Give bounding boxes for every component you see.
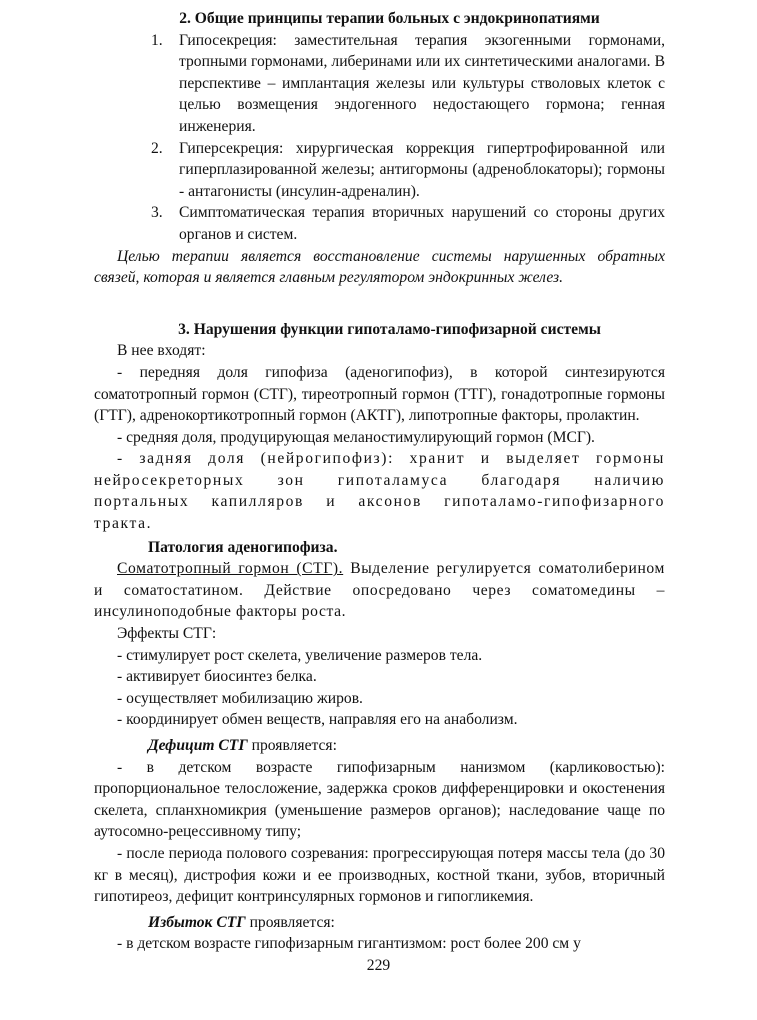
excess-term: Избыток СТГ xyxy=(148,913,246,931)
deficit-child-paragraph: - в детском возрасте гипофизарным нанизмом (карликовостью): пропорциональное телосложение, задержка сроков дифференцировки и окостенения скелета, спланхномикрия (уменьшение размеров органов); наследование чаще по аутосомно-рецессивному типу; xyxy=(94,758,665,841)
posterior-lobe-paragraph: - задняя доля (нейрогипофиз): хранит и выделяет гормоны нейросекреторных зон гипоталамуса благодаря наличию портальных капилляров и аксонов гипоталамо-гипофизарного тракта. xyxy=(94,450,665,533)
page-body xyxy=(94,8,665,955)
effect-item: - стимулирует рост скелета, увеличение размеров тела. xyxy=(117,646,483,664)
pathology-subtitle: Патология аденогипофиза. xyxy=(148,538,338,556)
deficit-term: Дефицит СТГ xyxy=(148,737,248,754)
section-2-title: 2. Общие принципы терапии больных с эндокринопатиями xyxy=(179,10,600,27)
list-item xyxy=(94,30,665,138)
excess-suffix: проявляется: xyxy=(245,913,335,931)
effect-item: - осуществляет мобилизацию жиров. xyxy=(117,689,363,707)
deficit-suffix: проявляется: xyxy=(247,737,337,754)
therapy-goal: Целью терапии является восстановление системы нарушенных обратных связей, которая и является главным регулятором эндокринных желез. xyxy=(94,247,665,287)
effects-title: Эффекты СТГ: xyxy=(117,625,217,643)
list-item-text: Симптоматическая терапия вторичных нарушений со стороны других органов и систем. xyxy=(179,204,665,243)
stg-paragraph xyxy=(94,558,665,623)
list-item-number: 1. xyxy=(151,31,163,49)
list-item-text: Гипосекреция: заместительная терапия экзогенными гормонами, тропными гормонами, либеринами или их синтетическими аналогами. В перспективе – имплантация железы или культуры стволовых клеток с целью возмещения эндогенного недостающего гормона; генная инженерия. xyxy=(179,31,665,135)
page-number: 229 xyxy=(366,957,391,974)
list-item-number: 3. xyxy=(151,204,163,222)
deficit-heading xyxy=(94,735,665,757)
middle-lobe-paragraph: - средняя доля, продуцирующая меланостимулирующий гормон (МСГ). xyxy=(117,428,595,446)
effect-item: - активирует биосинтез белка. xyxy=(117,668,317,686)
stg-text: Выделение регулируется соматолиберином и соматостатином. Действие опосредовано через соматомедины – инсулиноподобные факторы роста. xyxy=(94,560,666,621)
list-item xyxy=(94,138,665,203)
therapy-principles-list xyxy=(94,30,665,246)
stg-term: Соматотропный гормон (СТГ). xyxy=(117,560,344,578)
anterior-lobe-paragraph: - передняя доля гипофиза (аденогипофиз), в которой синтезируются соматотропный гормон (СТГ), тиреотропный гормон (ТТГ), гонадотропные гормоны (ГТГ), адренокортикотропный гормон (АКТГ), липотропные факторы, пролактин. xyxy=(94,363,665,425)
excess-child-paragraph: - в детском возрасте гипофизарным гигантизмом: рост более 200 см у xyxy=(117,935,581,953)
effect-item: - координирует обмен веществ, направляя его на анаболизм. xyxy=(117,711,518,729)
section-3-title: 3. Нарушения функции гипоталамо-гипофизарной системы xyxy=(178,320,601,338)
list-item-number: 2. xyxy=(151,139,163,157)
section-3-intro: В нее входят: xyxy=(117,342,206,360)
list-item-text: Гиперсекреция: хирургическая коррекция гипертрофированной или гиперплазированной железы; антигормоны (адреноблокаторы); гормоны - антагонисты (инсулин-адреналин). xyxy=(179,139,665,200)
excess-heading xyxy=(94,912,665,934)
list-item xyxy=(94,202,665,245)
deficit-adult-paragraph: - после периода полового созревания: прогрессирующая потеря массы тела (до 30 кг в месяц), дистрофия кожи и ее производных, костной ткани, зубов, вторичный гипотиреоз, дефицит контринсулярных гормонов и гипогликемия. xyxy=(94,844,665,906)
